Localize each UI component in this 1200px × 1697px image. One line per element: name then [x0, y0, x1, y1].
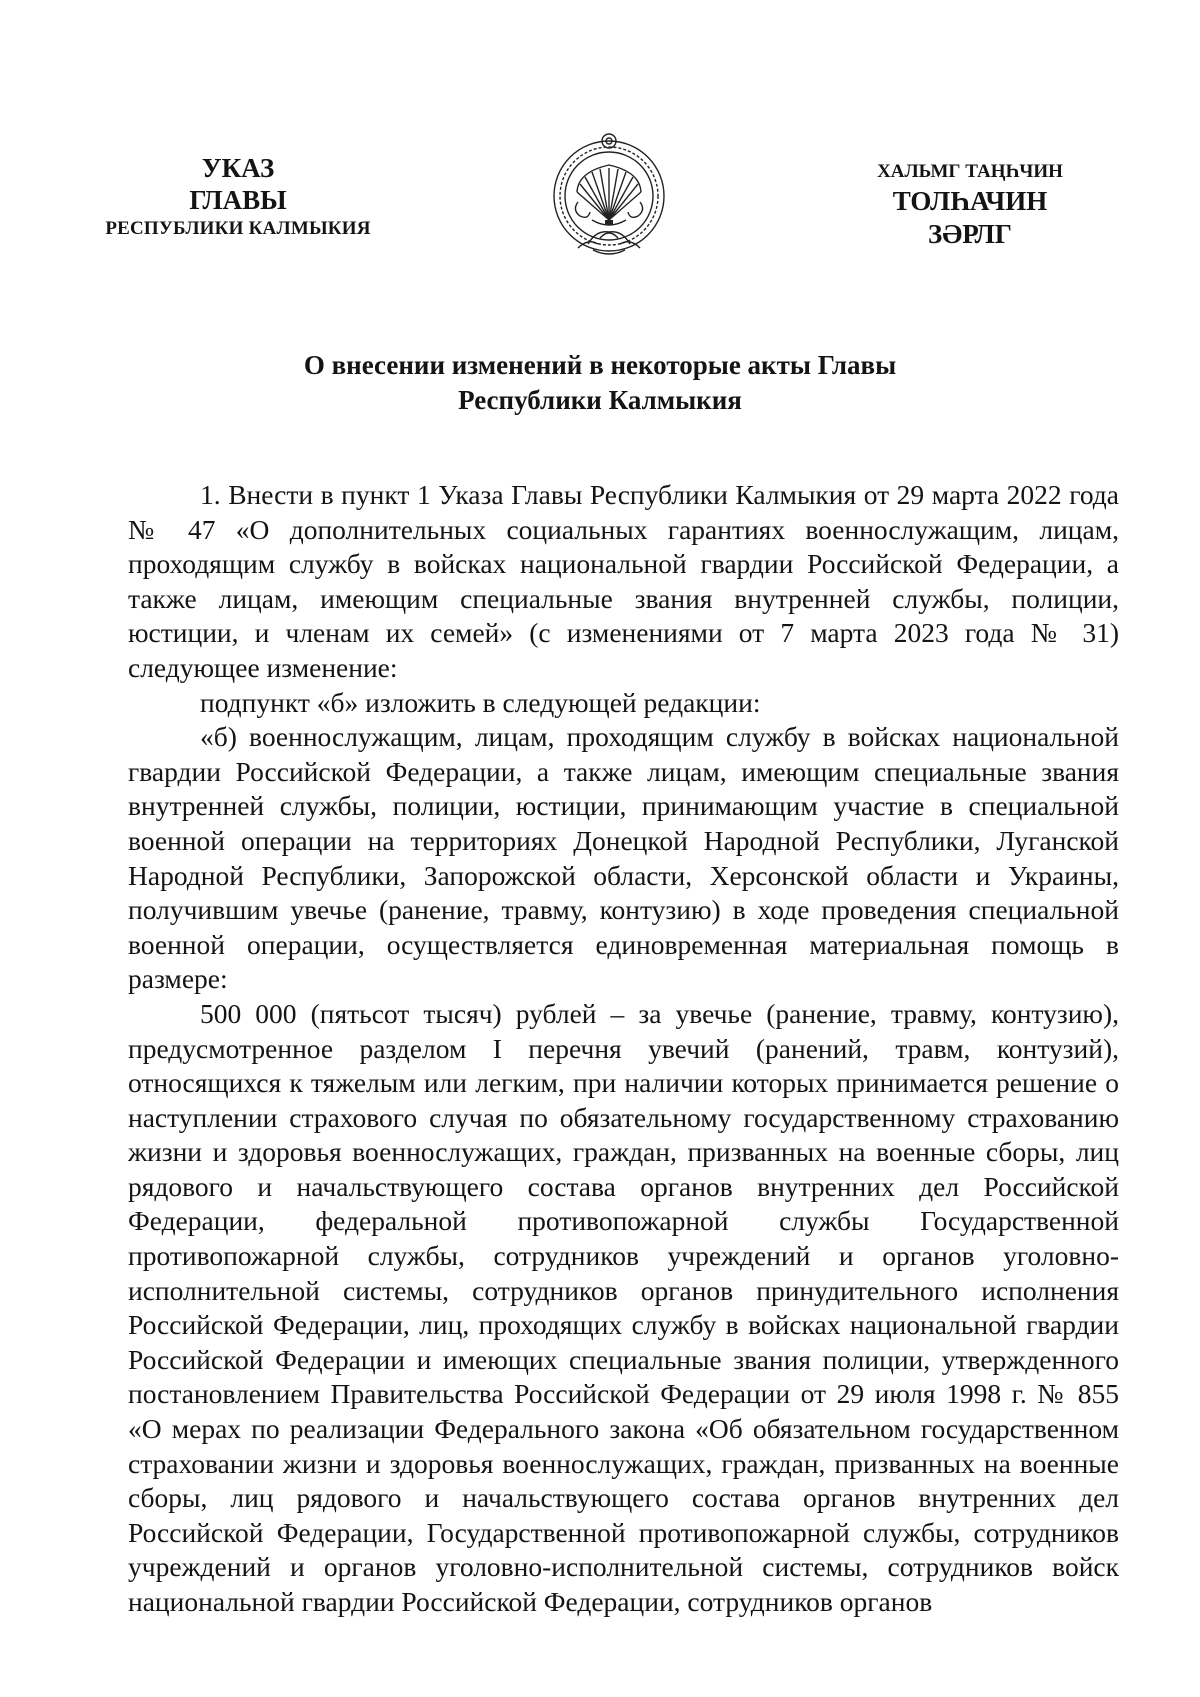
decree-header-kalmyk: [855, 158, 1085, 251]
paragraph-1: 1. Внести в пункт 1 Указа Главы Республики Калмыкия от 29 марта 2022 года № 47 «О дополнительных социальных гарантиях военнослужащим, лицам, проходящим службу в войсках национальной гвардии Российской Федерации, а также лицам, имеющим специальные звания внутренней службы, полиции, юстиции, и членам их семей» (с изменениями от 7 марта 2023 года № 31) следующее изменение:: [128, 479, 1119, 683]
paragraph-2: подпункт «б» изложить в следующей редакции:: [200, 686, 761, 718]
header-left-line2: ГЛАВЫ: [189, 185, 287, 215]
paragraph-3: «б) военнослужащим, лицам, проходящим службу в войсках национальной гвардии Российской Федерации, а также лицам, имеющим специальные звания внутренней службы, полиции, юстиции, принимающим участие в специальной военной операции на территориях Донецкой Народной Республики, Луганской Народной Республики, Запорожской области, Херсонской области и Украины, получившим увечье (ранение, травму, контузию) в ходе проведения специальной военной операции, осуществляется единовременная материальная помощь в размере:: [128, 721, 1119, 995]
kalmykia-coat-of-arms-icon: [548, 132, 670, 268]
header-right-line3: ЗӘРЛГ: [928, 219, 1012, 249]
paragraph-4: 500 000 (пятьсот тысяч) рублей – за увечье (ранение, травму, контузию), предусмотренное разделом I перечня увечий (ранений, травм, контузий), относящихся к тяжелым или легким, при наличии которых принимается решение о наступлении страхового случая по обязательному государственному страхованию жизни и здоровья военнослужащих, граждан, призванных на военные сборы, лиц рядового и начальствующего состава органов внутренних дел Российской Федерации, федеральной противопожарной службы Государственной противопожарной службы, сотрудников учреждений и органов уголовно-исполнительной системы, сотрудников органов принудительного исполнения Российской Федерации, лиц, проходящих службу в войсках национальной гвардии Российской Федерации и имеющих специальные звания полиции, утвержденного постановлением Правительства Российской Федерации от 29 июля 1998 г. № 855 «О мерах по реализации Федерального закона «Об обязательном государственном страховании жизни и здоровья военнослужащих, граждан, призванных на военные сборы, лиц рядового и начальствующего состава органов внутренних дел Российской Федерации, Государственной противопожарной службы, сотрудников учреждений и органов уголовно-исполнительной системы, сотрудников войск национальной гвардии Российской Федерации, сотрудников органов: [128, 997, 1119, 1617]
header-left-line1: УКАЗ: [201, 153, 275, 183]
header-right-line1: ХАЛЬМГ ТАҢҺЧИН: [877, 161, 1063, 182]
header-left-line3: РЕСПУБЛИКИ КАЛМЫКИЯ: [105, 218, 371, 239]
decree-header-russian: [88, 152, 388, 242]
title-line1: О внесении изменений в некоторые акты Главы: [303, 350, 897, 380]
header-right-line2: ТОЛҺАЧИН: [892, 186, 1048, 216]
document-title: [100, 348, 1100, 418]
document-body: [128, 478, 1119, 1620]
title-line2: Республики Калмыкия: [458, 385, 742, 415]
